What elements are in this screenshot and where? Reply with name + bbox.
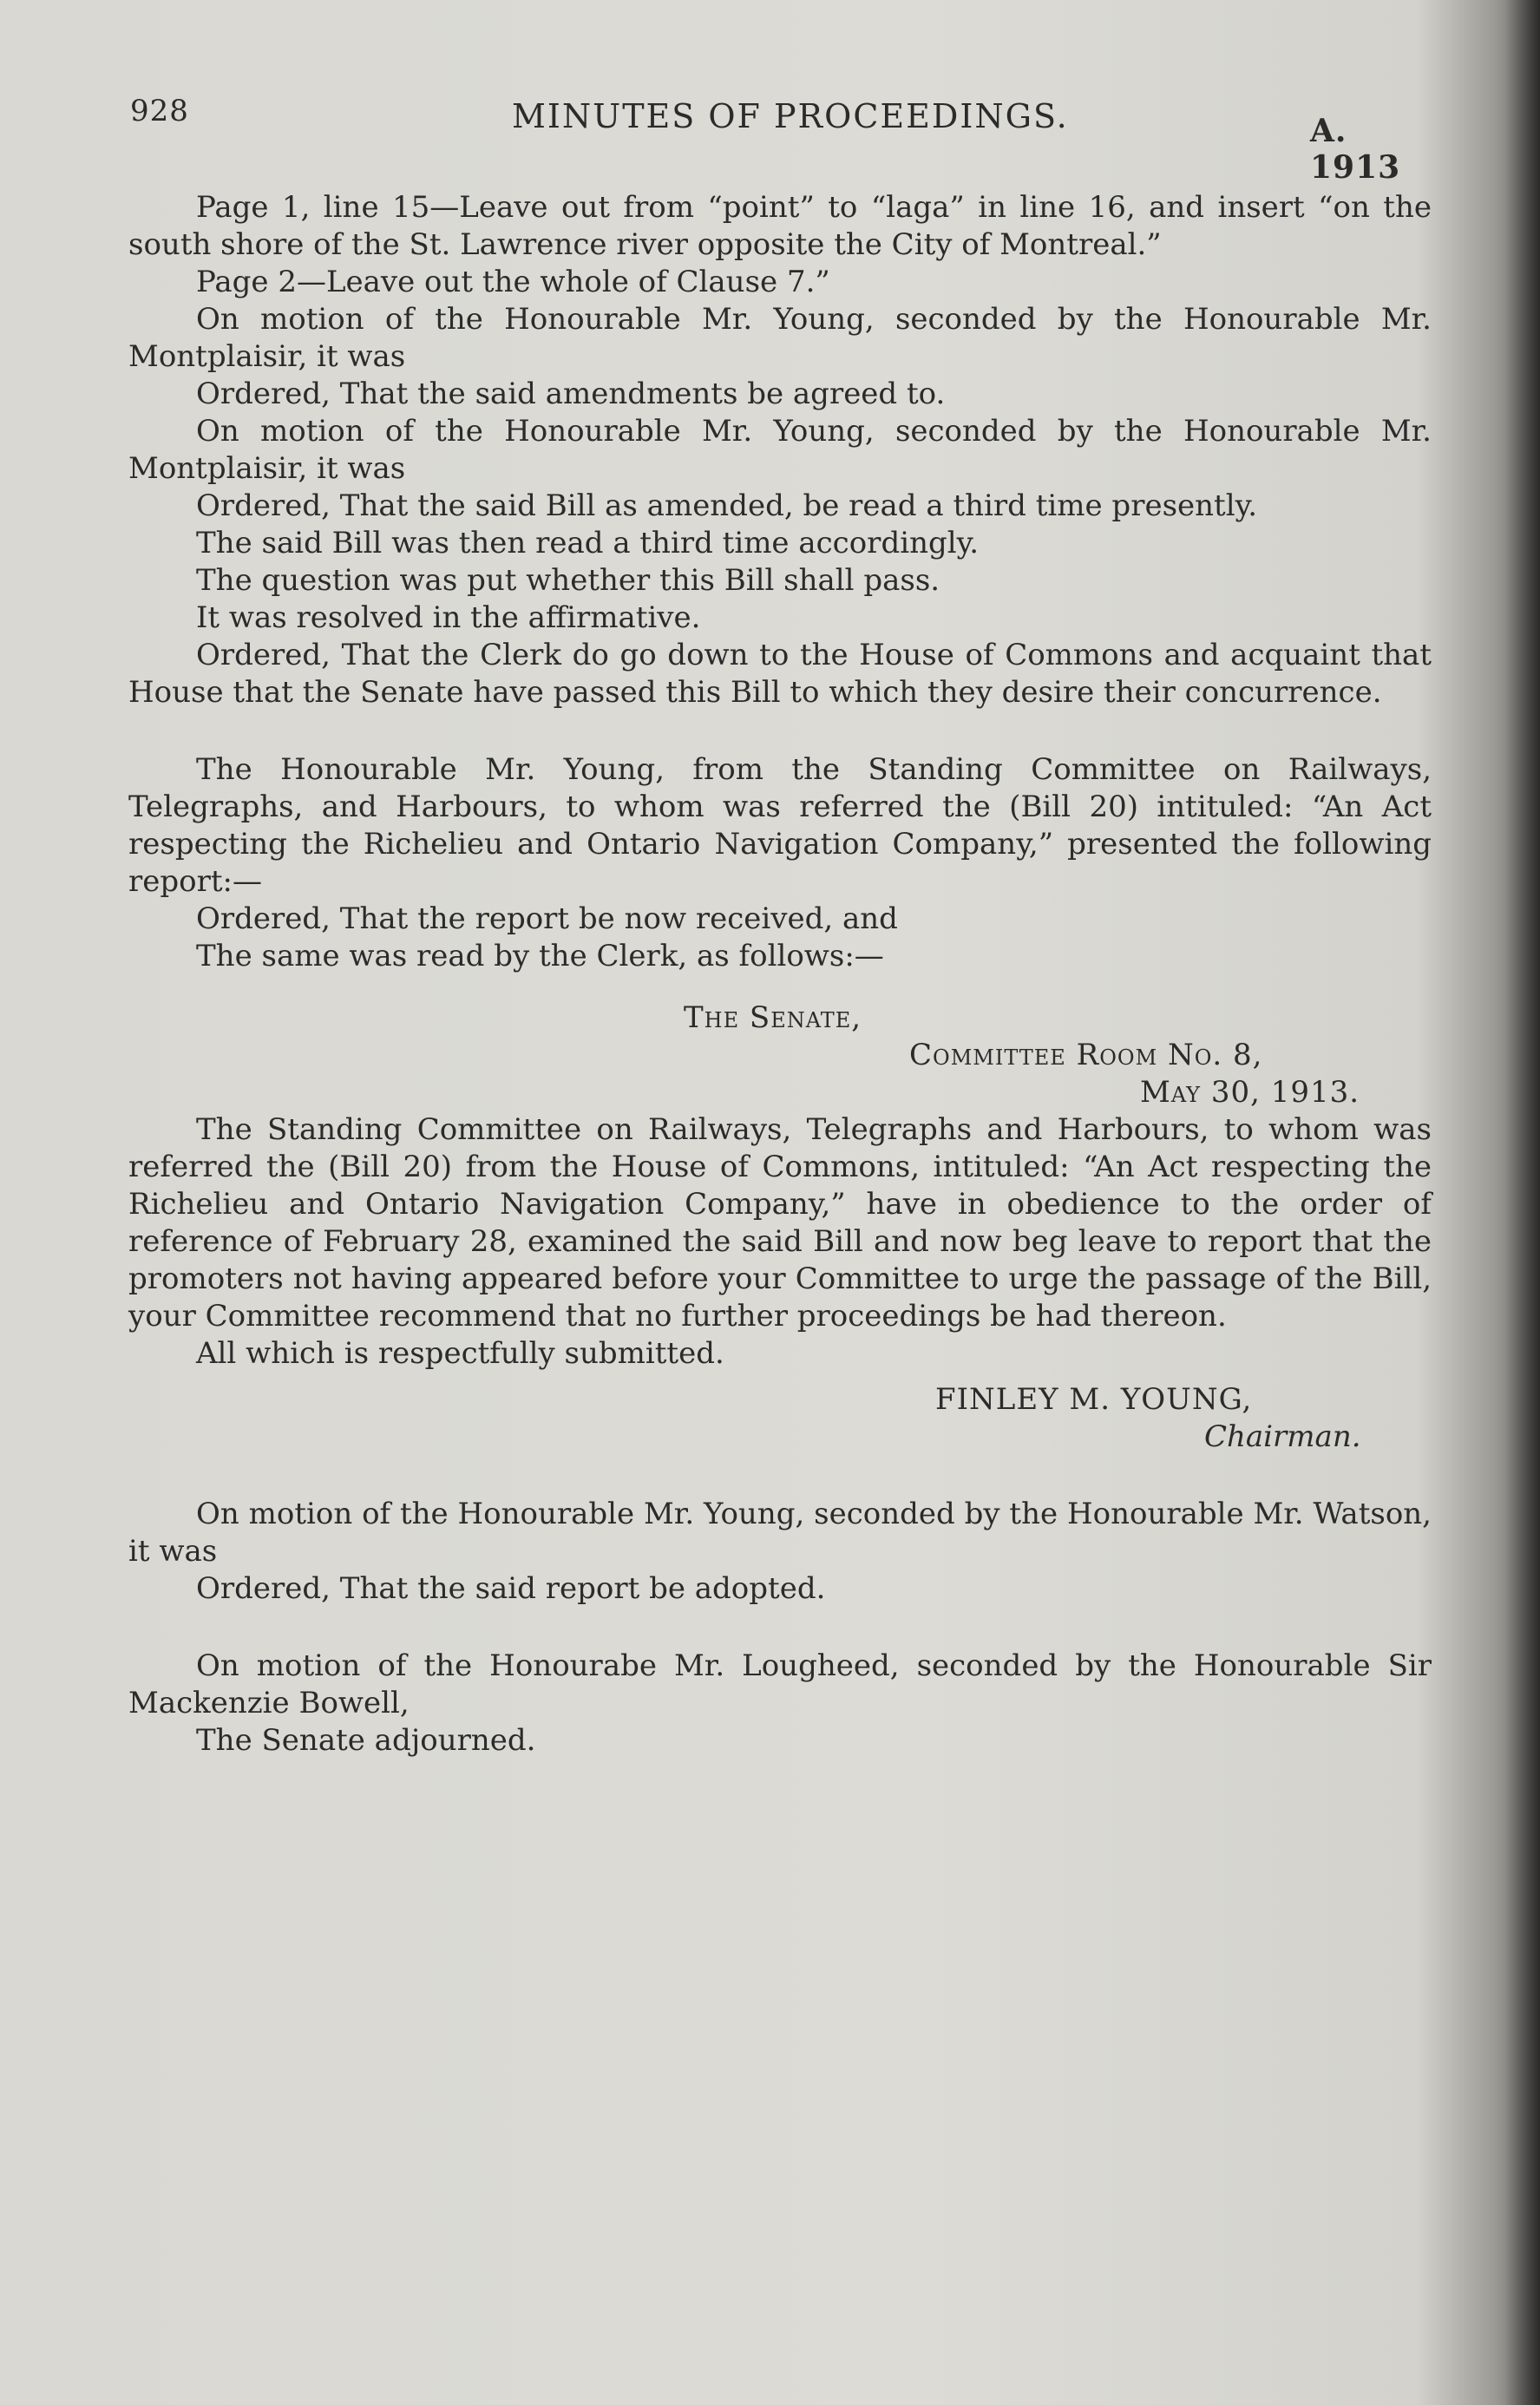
section-gap xyxy=(128,711,1432,751)
section-gap xyxy=(128,1456,1432,1496)
session-label: A. 1913 xyxy=(1310,113,1401,186)
paragraph-ordered-received: Ordered, That the report be now received, and xyxy=(196,901,898,936)
document-body xyxy=(128,189,1432,1760)
paragraph-adjourned: The Senate adjourned. xyxy=(196,1723,536,1758)
paragraph-ordered-adopted: Ordered, That the said report be adopted. xyxy=(196,1571,826,1606)
paragraph-resolved: It was resolved in the affirmative. xyxy=(196,600,701,635)
binding-edge-shadow xyxy=(1505,0,1540,2405)
report-signatory-title: Chairman. xyxy=(1204,1419,1361,1454)
page-number: 928 xyxy=(130,94,189,128)
section-gap xyxy=(128,975,1432,999)
paragraph-motion-1: On motion of the Honourable Mr. Young, seconded by the Honourable Mr. Montplaisir, it was xyxy=(128,302,1432,374)
paragraph-ordered-1: Ordered, That the said amendments be agreed to. xyxy=(196,377,946,411)
paragraph-motion-2: On motion of the Honourable Mr. Young, seconded by the Honourable Mr. Montplaisir, it was xyxy=(128,414,1432,486)
paragraph-read-by-clerk: The same was read by the Clerk, as follows:— xyxy=(196,939,884,973)
paragraph-amendment-page-1: Page 1, line 15—Leave out from “point” to “laga” in line 16, and insert “on the south shore of the St. Lawrence river opposite the City of Montreal.” xyxy=(128,190,1432,262)
report-submitted: All which is respectfully submitted. xyxy=(196,1336,724,1371)
running-title: MINUTES OF PROCEEDINGS. xyxy=(512,97,1069,135)
report-heading: The Senate, xyxy=(684,1000,862,1035)
page-header xyxy=(130,94,1432,186)
paragraph-third-reading: The said Bill was then read a third time accordingly. xyxy=(196,526,980,560)
paragraph-committee-report-intro: The Honourable Mr. Young, from the Standing Committee on Railways, Telegraphs, and Harbours, to whom was referred the (Bill 20) intituled: “An Act respecting the Richelieu and Ontario Navigation Company,” presented the following report:— xyxy=(128,752,1432,899)
report-signature: FINLEY M. YOUNG, xyxy=(935,1382,1253,1417)
paragraph-ordered-clerk: Ordered, That the Clerk do go down to the House of Commons and acquaint that House that the Senate have passed this Bill to which they desire their concurrence. xyxy=(128,638,1432,710)
paragraph-motion-adopt: On motion of the Honourable Mr. Young, seconded by the Honourable Mr. Watson, it was xyxy=(128,1497,1432,1569)
paragraph-motion-adjourn: On motion of the Honourabe Mr. Lougheed, seconded by the Honourable Sir Mackenzie Bowell, xyxy=(128,1648,1432,1720)
report-room: Committee Room No. 8, xyxy=(909,1038,1263,1072)
paragraph-question: The question was put whether this Bill shall pass. xyxy=(196,563,940,598)
report-body: The Standing Committee on Railways, Telegraphs and Harbours, to whom was referred the (Bill 20) from the House of Commons, intituled: “An Act respecting the Richelieu and Ontario Navigation Company,” have in obedience to the order of reference of February 28, examined the said Bill and now beg leave to report that the promoters not having appeared before your Committee to urge the passage of the Bill, your Committee recommend that no further proceedings be had thereon. xyxy=(128,1112,1432,1334)
paragraph-ordered-2: Ordered, That the said Bill as amended, be read a third time presently. xyxy=(196,488,1258,523)
paragraph-amendment-page-2: Page 2—Leave out the whole of Clause 7.” xyxy=(196,265,830,299)
report-date: May 30, 1913. xyxy=(1140,1075,1360,1110)
section-gap xyxy=(128,1608,1432,1648)
